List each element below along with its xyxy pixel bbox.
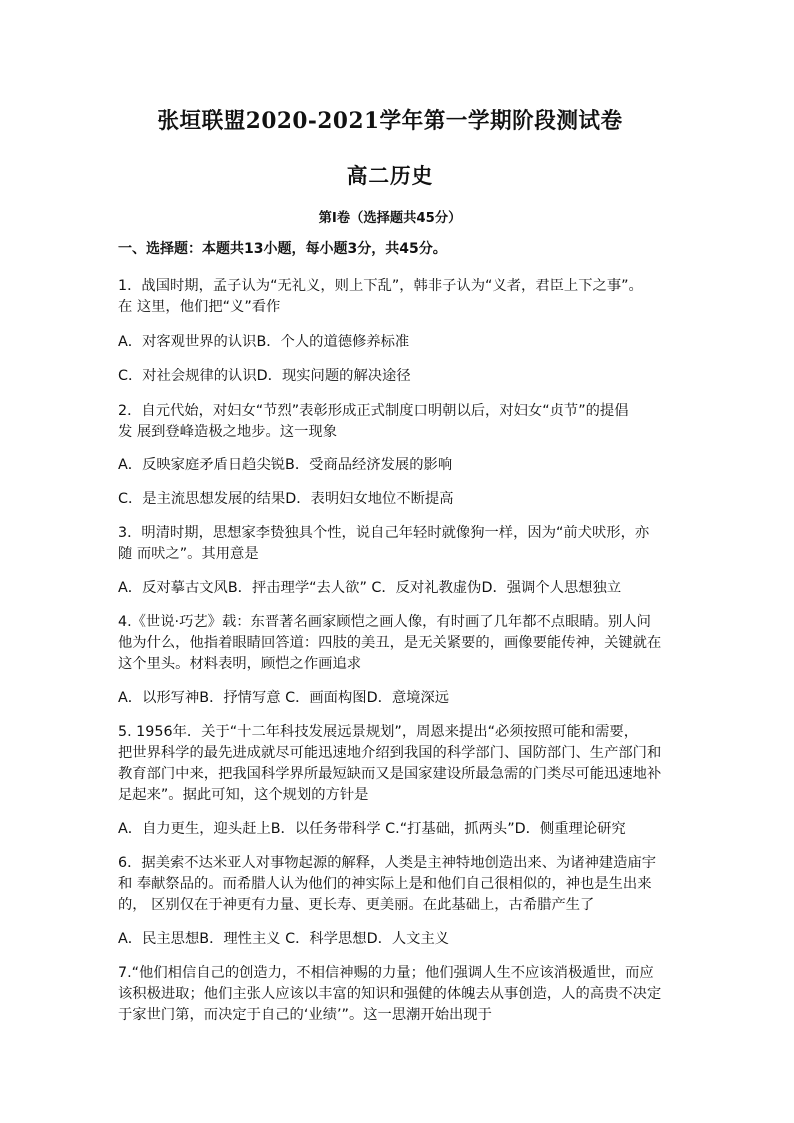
- exam-title: 张垣联盟2020-2021学年第一学期阶段测试卷: [157, 108, 623, 134]
- question-5-stem-line-2: 把世界科学的最先进成就尽可能迅速地介绍到我国的科学部门、国防部门、生产部门和: [118, 745, 662, 761]
- question-7-stem-line-3: 于家世门第，而决定于自己的‘业绩’”。这一思潮开始出现于: [118, 1007, 492, 1023]
- question-1-stem-line-1: 1．战国时期，孟子认为“无礼义，则上下乱”，韩非子认为“义者，君臣上下之事”。: [118, 278, 643, 294]
- question-4-stem-line-2: 他为什么，他指着眼睛回答道：四肢的美丑，是无关紧要的，画像要能传神，关键就在: [118, 635, 662, 651]
- subject-title: 高二历史: [346, 163, 434, 188]
- question-2-stem-line-2: 发 展到登峰造极之地步。这一现象: [118, 424, 337, 440]
- question-5-options-line-1: A．自力更生，迎头赶上B．以任务带科学 C.“打基础，抓两头”D．侧重理论研究: [118, 821, 626, 837]
- question-3-options-line-1: A．反对摹古文风B．抨击理学“去人欲” C．反对礼教虚伪D．强调个人思想独立: [118, 580, 622, 596]
- question-1-options-line-1: A．对客观世界的认识B．个人的道德修养标准: [118, 334, 410, 350]
- question-6-stem-line-3: 的， 区别仅在于神更有力量、更长寿、更美丽。在此基础上，古希腊产生了: [118, 897, 595, 913]
- question-3-stem-line-1: 3．明清时期，思想家李贽独具个性，说自己年轻时就像狗一样，因为“前犬吠形，亦: [118, 525, 650, 541]
- question-1-options-line-2: C．对社会规律的认识D．现实问题的解决途径: [118, 368, 411, 384]
- question-4-stem-line-3: 这个里头。材料表明，顾恺之作画追求: [118, 656, 362, 672]
- question-1-stem-line-2: 在 这里，他们把“义”看作: [118, 299, 281, 315]
- question-3-stem-line-2: 随 而吠之”。其用意是: [118, 546, 259, 562]
- volume-heading: 第I卷（选择题共45分）: [318, 210, 462, 226]
- question-5-stem-line-3: 教育部门中来，把我国科学界所最短缺而又是国家建设所最急需的门类尽可能迅速地补: [118, 766, 662, 782]
- question-2-stem-line-1: 2．自元代始，对妇女“节烈”表彰形成正式制度口明朝以后，对妇女“贞节”的提倡: [118, 403, 629, 419]
- question-6-stem-line-2: 和 奉献祭品的。而希腊人认为他们的神实际上是和他们自己很相似的，神也是生出来: [118, 876, 652, 892]
- question-7-stem-line-2: 该积极进取；他们主张人应该以丰富的知识和强健的体魄去从事创造，人的高贵不决定: [118, 986, 662, 1002]
- question-7-stem-line-1: 7.“他们相信自己的创造力，不相信神赐的力量；他们强调人生不应该消极遁世，而应: [118, 965, 654, 981]
- question-6-options-line-1: A．民主思想B．理性主义 C．科学思想D．人文主义: [118, 931, 450, 947]
- question-4-stem-line-1: 4.《世说·巧艺》载：东晋著名画家顾恺之画人像，有时画了几年都不点眼睛。别人问: [118, 614, 651, 630]
- question-6-stem-line-1: 6．据美索不达米亚人对事物起源的解释，人类是主神特地创造出来、为诸神建造庙宇: [118, 855, 657, 871]
- section-heading: 一、选择题：本题共13小题，每小题3分，共45分。: [118, 241, 447, 257]
- question-4-options-line-1: A．以形写神B．抒情写意 C．画面构图D．意境深远: [118, 690, 450, 706]
- question-5-stem-line-4: 足起来”。据此可知，这个规划的方针是: [118, 787, 369, 803]
- question-2-options-line-2: C．是主流思想发展的结果D．表明妇女地位不断提高: [118, 491, 454, 507]
- question-5-stem-line-1: 5. 1956年．关于“十二年科技发展远景规划”，周恩来提出“必须按照可能和需要，: [118, 724, 638, 740]
- question-2-options-line-1: A．反映家庭矛盾日趋尖锐B．受商品经济发展的影响: [118, 457, 453, 473]
